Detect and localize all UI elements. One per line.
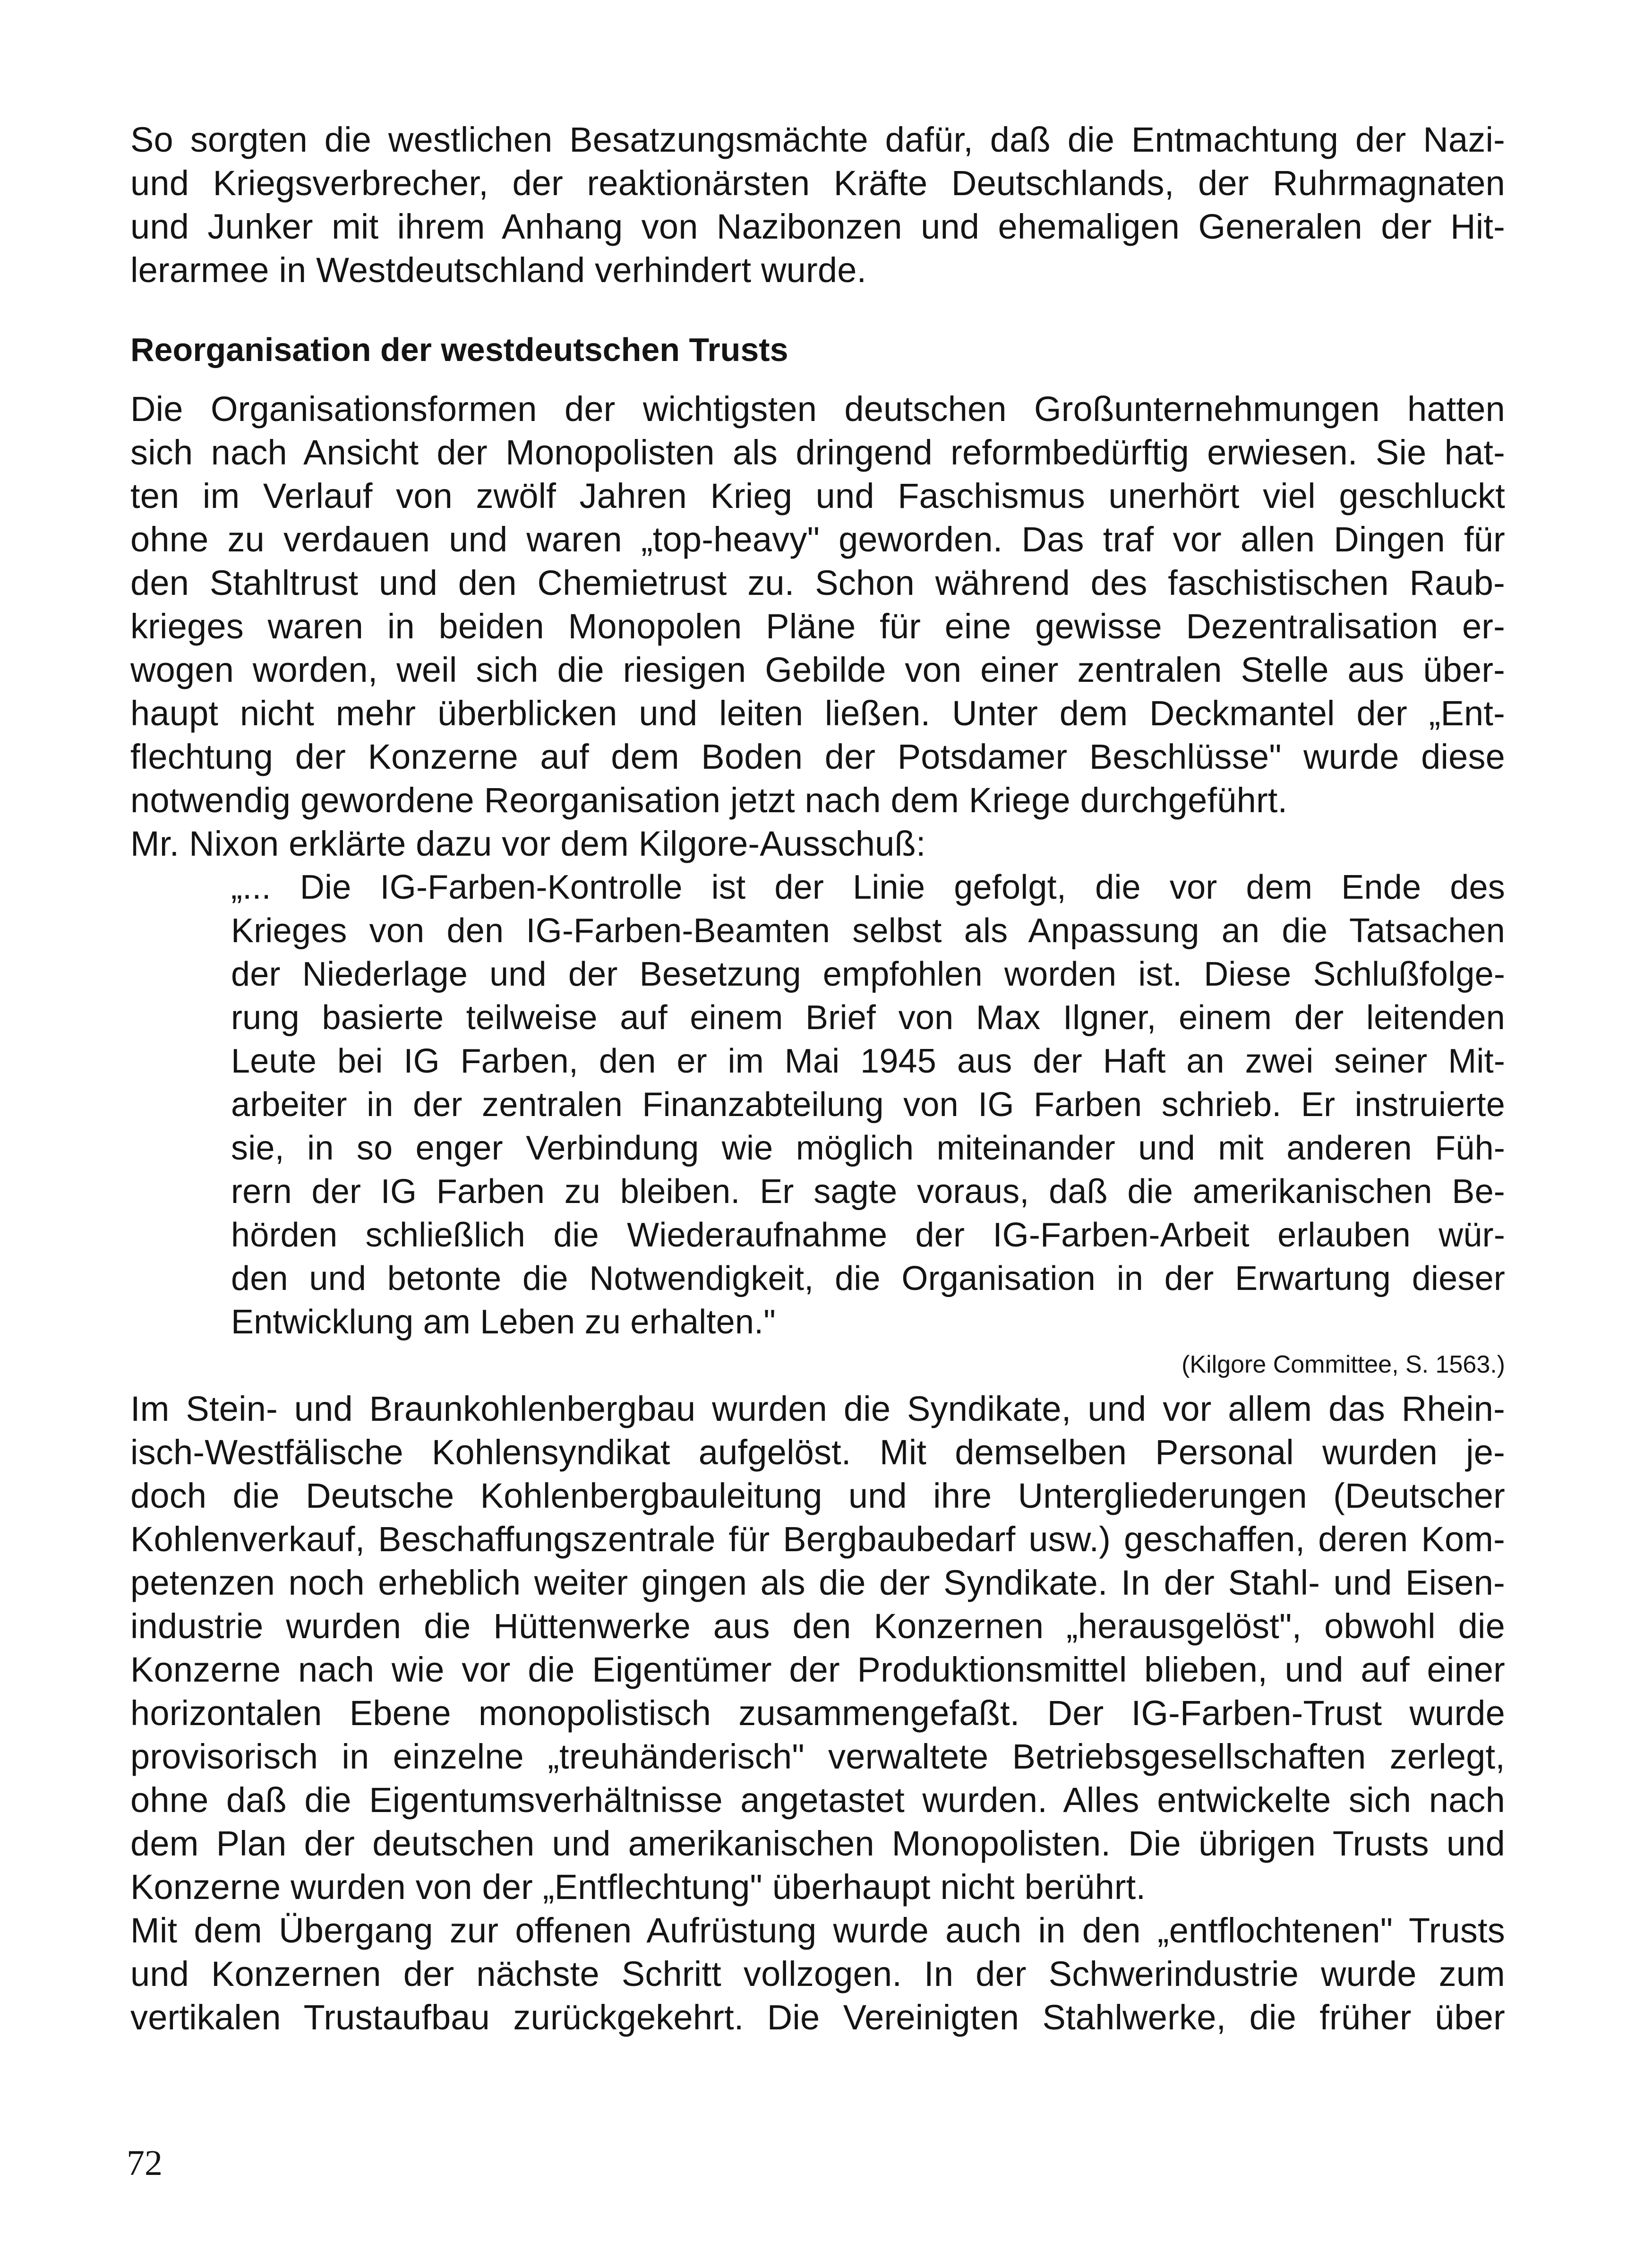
text-line: petenzen noch erheblich weiter gingen als die der Syndikate. In der Stahl- und Eisen- bbox=[130, 1563, 1505, 1602]
body-paragraph-2 bbox=[130, 822, 1505, 866]
text-line: rern der IG Farben zu bleiben. Er sagte voraus, daß die amerikanischen Be- bbox=[231, 1173, 1505, 1211]
text-line: doch die Deutsche Kohlenbergbauleitung und ihre Untergliederungen (Deutscher bbox=[130, 1476, 1505, 1515]
text-line: Konzerne nach wie vor die Eigentümer der Produktionsmittel blieben, und auf einer bbox=[130, 1650, 1505, 1689]
text-line: ohne zu verdauen und waren „top-heavy" geworden. Das traf vor allen Dingen für bbox=[130, 520, 1505, 559]
body-paragraph-3 bbox=[130, 1387, 1505, 1909]
text-line: flechtung der Konzerne auf dem Boden der Potsdamer Beschlüsse" wurde diese bbox=[130, 737, 1505, 776]
text-line: Kohlenverkauf, Beschaffungszentrale für Bergbaubedarf usw.) geschaffen, deren Kom- bbox=[130, 1520, 1505, 1559]
text-line: Entwicklung am Leben zu erhalten." bbox=[231, 1303, 776, 1341]
text-line: krieges waren in beiden Monopolen Pläne für eine gewisse Dezentralisation er- bbox=[130, 607, 1505, 646]
text-line: horizontalen Ebene monopolistisch zusammengefaßt. Der IG-Farben-Trust wurde bbox=[130, 1693, 1505, 1733]
text-line: den und betonte die Notwendigkeit, die Organisation in der Erwartung dieser bbox=[231, 1260, 1505, 1297]
text-line: ohne daß die Eigentumsverhältnisse angetastet wurden. Alles entwickelte sich nach bbox=[130, 1780, 1505, 1820]
text-line: ten im Verlauf von zwölf Jahren Krieg und Faschismus unerhört viel geschluckt bbox=[130, 476, 1505, 515]
body-paragraph-1 bbox=[130, 387, 1505, 822]
text-line: provisorisch in einzelne „treuhänderisch" verwaltete Betriebsgesellschaften zerlegt, bbox=[130, 1737, 1505, 1776]
intro-paragraph bbox=[130, 118, 1505, 292]
quote-citation: (Kilgore Committee, S. 1563.) bbox=[1182, 1351, 1505, 1378]
text-line: „... Die IG-Farben-Kontrolle ist der Linie gefolgt, die vor dem Ende des bbox=[231, 868, 1505, 906]
section-heading: Reorganisation der westdeutschen Trusts bbox=[130, 331, 788, 368]
text-line: arbeiter in der zentralen Finanzabteilung von IG Farben schrieb. Er instruierte bbox=[231, 1086, 1505, 1124]
text-line: isch-Westfälische Kohlensyndikat aufgelöst. Mit demselben Personal wurden je- bbox=[130, 1433, 1505, 1472]
text-line: wogen worden, weil sich die riesigen Gebilde von einer zentralen Stelle aus über- bbox=[130, 650, 1505, 689]
page-body bbox=[130, 118, 1505, 2039]
text-line: der Niederlage und der Besetzung empfohlen worden ist. Diese Schlußfolge- bbox=[231, 955, 1505, 993]
text-line: dem Plan der deutschen und amerikanischen Monopolisten. Die übrigen Trusts und bbox=[130, 1824, 1505, 1863]
text-line: hörden schließlich die Wiederaufnahme der IG-Farben-Arbeit erlauben wür- bbox=[231, 1216, 1505, 1254]
page-number: 72 bbox=[127, 2143, 163, 2183]
text-line: und Junker mit ihrem Anhang von Nazibonzen und ehemaligen Generalen der Hit- bbox=[130, 207, 1505, 246]
text-line: den Stahltrust und den Chemietrust zu. Schon während des faschistischen Raub- bbox=[130, 563, 1505, 602]
text-line: industrie wurden die Hüttenwerke aus den Konzernen „herausgelöst", obwohl die bbox=[130, 1606, 1505, 1646]
text-line: und Kriegsverbrecher, der reaktionärsten Kräfte Deutschlands, der Ruhrmagnaten bbox=[130, 163, 1505, 203]
text-line: rung basierte teilweise auf einem Brief von Max Ilgner, einem der leitenden bbox=[231, 999, 1505, 1037]
text-line: vertikalen Trustaufbau zurückgekehrt. Die Vereinigten Stahlwerke, die früher über bbox=[130, 1998, 1505, 2037]
text-line: Die Organisationsformen der wichtigsten deutschen Großunternehmungen hatten bbox=[130, 389, 1505, 429]
text-line: notwendig gewordene Reorganisation jetzt nach dem Kriege durchgeführt. bbox=[130, 781, 1288, 820]
text-line: Im Stein- und Braunkohlenbergbau wurden die Syndikate, und vor allem das Rhein- bbox=[130, 1389, 1505, 1428]
text-line: lerarmee in Westdeutschland verhindert wurde. bbox=[130, 250, 867, 290]
text-line: Mr. Nixon erklärte dazu vor dem Kilgore-Ausschuß: bbox=[130, 824, 926, 863]
text-line: sie, in so enger Verbindung wie möglich miteinander und mit anderen Füh- bbox=[231, 1129, 1505, 1167]
body-paragraph-4 bbox=[130, 1909, 1505, 2039]
text-line: Krieges von den IG-Farben-Beamten selbst als Anpassung an die Tatsachen bbox=[231, 912, 1505, 950]
block-quote bbox=[231, 866, 1505, 1344]
text-line: Mit dem Übergang zur offenen Aufrüstung wurde auch in den „entflochtenen" Trusts bbox=[130, 1911, 1505, 1950]
text-line: Leute bei IG Farben, den er im Mai 1945 aus der Haft an zwei seiner Mit- bbox=[231, 1042, 1505, 1080]
text-line: Konzerne wurden von der „Entflechtung" überhaupt nicht berührt. bbox=[130, 1867, 1146, 1907]
text-line: und Konzernen der nächste Schritt vollzogen. In der Schwerindustrie wurde zum bbox=[130, 1954, 1505, 1993]
text-line: sich nach Ansicht der Monopolisten als dringend reformbedürftig erwiesen. Sie hat- bbox=[130, 433, 1505, 472]
text-line: haupt nicht mehr überblicken und leiten ließen. Unter dem Deckmantel der „Ent- bbox=[130, 694, 1505, 733]
text-line: So sorgten die westlichen Besatzungsmächte dafür, daß die Entmachtung der Nazi- bbox=[130, 120, 1505, 159]
